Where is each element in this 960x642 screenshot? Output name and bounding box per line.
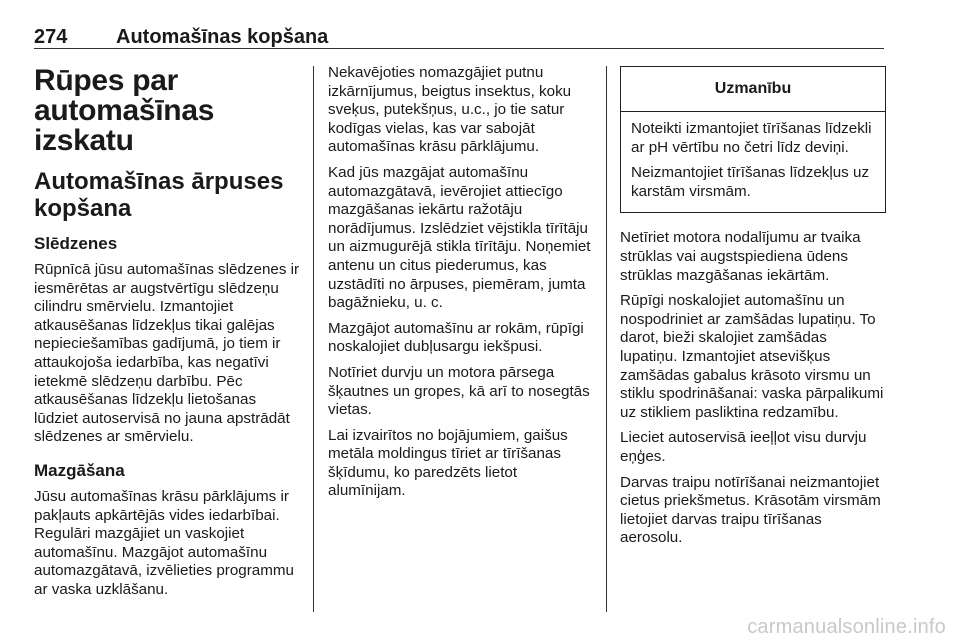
paragraph: Mazgājot automašīnu ar rokām, rūpīgi noskalojiet dubļusargu iekšpusi. — [328, 319, 584, 356]
paragraph: Kad jūs mazgājat automašīnu automazgātavā, ievērojiet attiecīgo mazgāšanas iekārtu ražotāju norādījumus. Izslēdziet vējstikla tīrītāju un aizmugurējā stikla tīrītāju. Noņemiet antenu un citus piederumus, kas uzstādīti no ārpuses, piemēram, jumta bagāžnieku, u. c. — [328, 163, 591, 312]
paragraph: Lieciet autoservisā ieeļļot visu durvju eņģes. — [620, 429, 867, 465]
paragraph: Rūpīgi noskalojiet automašīnu un nospodriniet ar zamšādas lupatiņu. To darot, bieži skalojiet zamšādas lupatiņu. Izmantojiet atsevišķus zamšādas gabalus krāsoto virsmu un stiklu spodrināšanai: vaska pārpalikumi uz stikliem pasliktina redzamību. — [620, 292, 884, 421]
caution-paragraph: Noteikti izmantojiet tīrīšanas līdzekli ar pH vērtību no četri līdz deviņi. — [631, 120, 872, 156]
caution-paragraph: Neizmantojiet tīrīšanas līdzekļus uz karstām virsmām. — [631, 164, 870, 200]
paragraph: Netīriet motora nodalījumu ar tvaika strūklas vai augstspiediena ūdens strūklas mazgāšanas iekārtām. — [620, 229, 861, 284]
watermark: carmanualsonline.info — [747, 616, 946, 638]
caution-title: Uzmanību — [621, 67, 885, 112]
caution-box — [620, 66, 886, 213]
page-number: 274 — [34, 26, 68, 48]
subsection-heading: Automašīnas ārpuses kopšana — [34, 168, 284, 222]
section-heading: Rūpes par automašīnas izskatu — [34, 64, 215, 157]
topic-heading-washing: Mazgāšana — [34, 460, 125, 480]
paragraph: Rūpnīcā jūsu automašīnas slēdzenes ir iesmērētas ar augstvērtīgu slēdzeņu cilindru smērvielu. Izmantojiet atkausēšanas līdzekļus tikai galējas nepieciešamības gadījumā, jo tiem ir attaukojoša iedarbība, kas negatīvi ietekmē slēdzeņu darbību. Pēc atkausēšanas līdzekļu lietošanas lūdziet autoservisā no jauna apstrādāt slēdzenes ar smērvielu. — [34, 261, 300, 446]
chapter-title: Automašīnas kopšana — [116, 26, 329, 48]
paragraph: Lai izvairītos no bojājumiem, gaišus metāla moldingus tīriet ar tīrīšanas šķīdumu, ko paredzēts lietot alumīnijam. — [328, 426, 568, 500]
column-right — [620, 64, 886, 555]
paragraph: Notīriet durvju un motora pārsega šķautnes un gropes, kā arī to nosegtās vietas. — [328, 363, 590, 419]
column-divider — [606, 66, 607, 612]
column-divider — [313, 66, 314, 612]
caution-body — [621, 112, 885, 212]
paragraph: Nekavējoties nomazgājiet putnu izkārnījumus, beigtus insektus, koku sveķus, putekšņus, u.c., jo tie satur kodīgas vielas, kas var sabojāt automašīnas krāsu pārklājumu. — [328, 64, 572, 156]
topic-heading-locks: Slēdzenes — [34, 234, 118, 253]
page-header — [34, 8, 884, 49]
column-middle — [328, 64, 594, 508]
paragraph: Darvas traipu notīrīšanai neizmantojiet cietus priekšmetus. Krāsotām virsmām lietojiet darvas traipu tīrīšanas aerosolu. — [620, 473, 881, 547]
column-left — [34, 56, 300, 607]
paragraph: Jūsu automašīnas krāsu pārklājums ir pakļauts apkārtējās vides iedarbībai. Regulāri mazgājiet un vaskojiet automašīnu. Mazgājot automašīnu automazgātavā, izvēlieties programmu ar vaska uzklāšanu. — [34, 487, 294, 598]
